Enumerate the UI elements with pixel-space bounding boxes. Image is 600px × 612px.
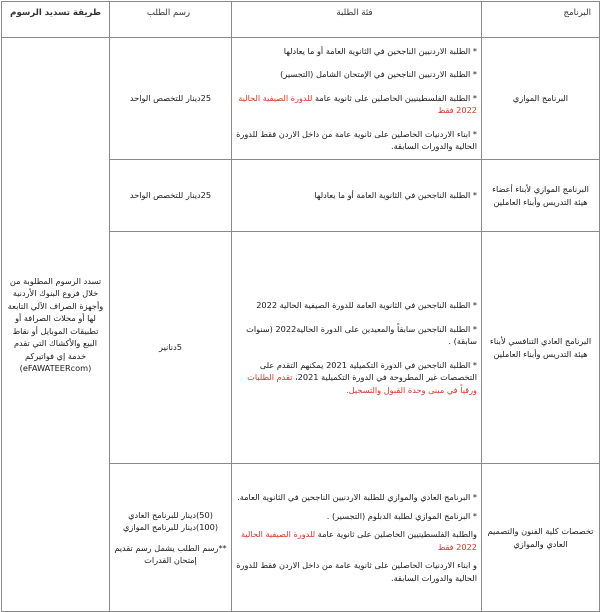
category-cell xyxy=(232,232,482,464)
fee-cell: 5دنانير xyxy=(110,232,232,464)
fee-line: (100)دينار للبرنامج الموازي xyxy=(122,522,219,532)
list-item: * الطلبة الناجحين في الثانوية العامة للدورة الصيفية الحالية 2022 xyxy=(256,300,477,310)
list-item: * الطلبة الناجحين سابقاً والمعيدين على الدورة الحالية2022 (سنوات سابقة) . xyxy=(246,323,477,346)
program-cell: تخصصات كلية الفنون والتصميم العادي والموازي xyxy=(482,464,600,612)
category-cell xyxy=(232,38,482,160)
program-cell: البرنامج الموازي لأبناء أعضاء هيئة التدريس وأبناء العاملين xyxy=(482,160,600,232)
fees-table xyxy=(1,1,600,612)
list-item: * الطلبة الاردنيين الناجحين في الإمتحان الشامل (التجسير) xyxy=(280,69,477,79)
table-row xyxy=(2,38,600,160)
highlight-text: تقدم الطلبات ورقياً في مبنى وحدة القبول والتسجيل. xyxy=(247,372,477,395)
header-row xyxy=(2,2,600,38)
payment-method-cell: تسدد الرسوم المطلوبة من خلال فروع البنوك الأردنية وأجهزة الصراف الآلي التابعة لها أو محلات الصرافة أو تطبيقات الموبايل أو نقاط البيع والأكشاك التي تقدم خدمة إي فواتيركم (eFAWATEERcom) xyxy=(2,38,110,612)
list-item: * الطلبة الاردنيين الناجحين في الثانوية العامة أو ما يعادلها xyxy=(283,45,477,56)
highlight-text: للدورة الصيفية الحالية 2022 فقط xyxy=(241,529,477,552)
highlight-text: للدورة الصيفية الحالية 2022 فقط xyxy=(238,92,477,115)
header-fee: رسم الطلب xyxy=(110,2,232,38)
list-item: * البرنامج العادي والموازي للطلبة الاردنيين الناجحين في الثانوية العامة. xyxy=(237,492,477,502)
category-cell xyxy=(232,160,482,232)
fee-cell xyxy=(110,464,232,612)
fee-cell: 25دينار للتخصص الواحد xyxy=(110,38,232,160)
fee-cell: 25دينار للتخصص الواحد xyxy=(110,160,232,232)
list-item: * الطلبة الفلسطينيين الحاصلين على ثانوية عامة للدورة الصيفية الحالية 2022 فقط xyxy=(238,92,477,115)
list-item: * ابناء الاردنيات الحاصلين على ثانوية عامة من داخل الاردن فقط للدورة الحالية والدورات السابقة. xyxy=(236,128,477,151)
header-program: البرنامج xyxy=(482,2,600,38)
list-item: * البرنامج الموازي لطلبة الدبلوم (التجسير) . xyxy=(326,510,477,521)
program-cell: البرنامج الموازي xyxy=(482,38,600,160)
fee-line: (50)دينار للبرنامج العادي xyxy=(128,509,213,520)
header-payment: طريقة تسديد الرسوم xyxy=(2,2,110,38)
list-item: والطلبة الفلسطينيين الحاصلين على ثانوية عامة للدورة الصيفية الحالية 2022 فقط xyxy=(241,529,477,552)
list-item: * الطلبة الناجحين في الثانوية العامة أو ما يعادلها xyxy=(314,190,477,201)
list-item: و ابناء الاردنيات الحاصلين على ثانوية عامة من داخل الاردن فقط للدورة الحالية والدورات السابقة. xyxy=(236,560,477,583)
list-item: * الطلبة الناجحين في الدورة التكميلية 2021 يمكنهم التقدم على التخصصات غير المطروحة في الدورة التكميلية 2021، تقدم الطلبات ورقياً في مبنى وحدة القبول والتسجيل. xyxy=(247,359,477,395)
program-cell: البرنامج العادي التنافسي لأبناء هيئة التدريس وأبناء العاملين xyxy=(482,232,600,464)
fee-note: **رسم الطلب يشمل رسم تقديم إمتحان القدرات xyxy=(114,542,227,565)
category-cell xyxy=(232,464,482,612)
header-category: فئة الطلبة xyxy=(232,2,482,38)
